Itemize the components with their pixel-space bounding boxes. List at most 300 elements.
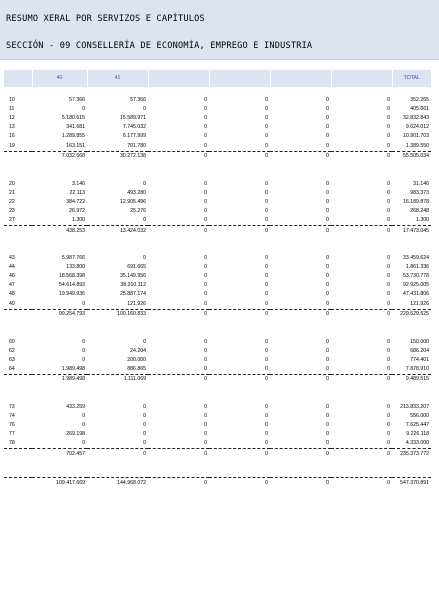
cell-value: 0 — [148, 449, 209, 460]
cell-value: 0 — [204, 124, 207, 131]
cell-value: 0 — [143, 413, 146, 420]
cell-value: 0 — [265, 133, 268, 140]
cell-value: 556.000 — [410, 413, 429, 420]
cell-value: 0 — [265, 431, 268, 438]
cell-value: 0 — [82, 356, 85, 363]
spacer-row — [4, 320, 431, 329]
cell-value: 54.614.893 — [59, 282, 85, 289]
cell-value: 0 — [265, 404, 268, 411]
cell-value: 0 — [148, 226, 209, 237]
empty-cell — [4, 245, 32, 254]
cell-value: 438.253 — [32, 226, 87, 237]
cell-value: 0 — [143, 440, 146, 447]
cell-value: 0 — [204, 142, 207, 149]
cell-value: 0 — [143, 431, 146, 438]
row-code: 78 — [9, 440, 15, 447]
table-row — [4, 281, 431, 290]
report-title: RESUMO XERAL POR SERVIZOS E CAPÍTULOS — [6, 14, 205, 24]
cell-value: 0 — [82, 413, 85, 420]
cell-value: 9.226.118 — [406, 431, 429, 438]
empty-cell — [148, 171, 209, 180]
cell-value: 0 — [204, 440, 207, 447]
row-code: 73 — [9, 404, 15, 411]
empty-cell — [32, 320, 87, 329]
cell-value: 22.113 — [69, 189, 85, 196]
cell-value: 0 — [82, 338, 85, 345]
table-row — [4, 123, 431, 132]
row-code — [4, 226, 32, 237]
cell-value: 7.878.910 — [405, 365, 429, 372]
cell-value: 433.259 — [66, 404, 85, 411]
cell-value: 0 — [265, 264, 268, 271]
empty-cell — [87, 87, 148, 96]
cell-value: 686.204 — [410, 347, 429, 354]
cell-value: 6.177.999 — [122, 133, 146, 140]
row-code: 10 — [9, 97, 15, 104]
cell-value: 229.529.525 — [392, 309, 431, 320]
cell-value: 121.926 — [410, 300, 429, 307]
empty-cell — [331, 459, 392, 468]
cell-value: 1.989.498 — [61, 365, 85, 372]
cell-value: 0 — [387, 273, 390, 280]
cell-value: 0 — [209, 226, 270, 237]
cell-value: 0 — [387, 338, 390, 345]
cell-value: 774.401 — [410, 356, 429, 363]
cell-value: 30.272.138 — [87, 151, 148, 162]
empty-cell — [4, 162, 32, 171]
row-code — [4, 309, 32, 320]
cell-value: 0 — [387, 180, 390, 187]
row-code: 13 — [9, 124, 15, 131]
row-code: 23 — [9, 207, 15, 214]
row-code: 77 — [9, 431, 15, 438]
empty-cell — [32, 385, 87, 394]
cell-value: 0 — [204, 413, 207, 420]
cell-value: 53.730.778 — [403, 273, 429, 280]
cell-value: 0 — [148, 374, 209, 385]
summary-table — [4, 70, 431, 488]
empty-cell — [331, 468, 392, 478]
cell-value: 55.505.034 — [392, 151, 431, 162]
empty-cell — [32, 468, 87, 478]
cell-value: 35.149.956 — [120, 273, 146, 280]
cell-value: 0 — [204, 273, 207, 280]
column-header — [331, 70, 392, 87]
cell-value: 0 — [331, 151, 392, 162]
cell-value: 1.111.069 — [87, 374, 148, 385]
spacer-row — [4, 459, 431, 468]
empty-cell — [32, 171, 87, 180]
empty-cell — [148, 87, 209, 96]
empty-cell — [270, 87, 331, 96]
cell-value: 0 — [204, 180, 207, 187]
grand-total-row — [4, 478, 431, 489]
cell-value: 0 — [204, 115, 207, 122]
empty-cell — [270, 468, 331, 478]
empty-cell — [209, 394, 270, 403]
cell-value: 1.989.498 — [32, 374, 87, 385]
cell-value: 0 — [387, 142, 390, 149]
cell-value: 144.968.072 — [87, 478, 148, 489]
cell-value: 0 — [82, 106, 85, 113]
empty-cell — [148, 245, 209, 254]
empty-cell — [209, 468, 270, 478]
cell-value: 0 — [143, 180, 146, 187]
cell-value: 0 — [387, 282, 390, 289]
cell-value: 57.366 — [130, 97, 146, 104]
cell-value: 0 — [331, 374, 392, 385]
row-code — [4, 449, 32, 460]
cell-value: 0 — [387, 291, 390, 298]
row-code: 47 — [9, 282, 15, 289]
table-row — [4, 356, 431, 365]
row-code: 44 — [9, 264, 15, 271]
cell-value: 0 — [270, 449, 331, 460]
cell-value: 19.949.936 — [59, 291, 85, 298]
empty-cell — [270, 394, 331, 403]
cell-value: 0 — [326, 264, 329, 271]
cell-value: 0 — [326, 180, 329, 187]
table-row — [4, 347, 431, 356]
table-row — [4, 189, 431, 198]
cell-value: 0 — [204, 300, 207, 307]
cell-value: 0 — [326, 282, 329, 289]
cell-value: 1.389.550 — [405, 142, 429, 149]
cell-value: 1.289.855 — [61, 133, 85, 140]
empty-cell — [148, 394, 209, 403]
empty-cell — [392, 329, 431, 338]
cell-value: 109.417.669 — [32, 478, 87, 489]
cell-value: 0 — [204, 106, 207, 113]
empty-cell — [270, 162, 331, 171]
empty-cell — [270, 171, 331, 180]
cell-value: 0 — [326, 431, 329, 438]
cell-value: 1.300 — [72, 216, 85, 223]
empty-cell — [209, 171, 270, 180]
cell-value: 17.473.045 — [392, 226, 431, 237]
empty-cell — [32, 329, 87, 338]
cell-value: 32.832.843 — [403, 115, 429, 122]
subtotal-row — [4, 449, 431, 460]
table-row — [4, 430, 431, 439]
cell-value: 0 — [387, 207, 390, 214]
cell-value: 0 — [204, 282, 207, 289]
cell-value: 0 — [331, 478, 392, 489]
cell-value: 0 — [265, 347, 268, 354]
cell-value: 0 — [82, 440, 85, 447]
cell-value: 0 — [387, 255, 390, 262]
cell-value: 33.459.624 — [403, 255, 429, 262]
table-body — [4, 70, 431, 488]
cell-value: 0 — [387, 365, 390, 372]
row-code: 43 — [9, 255, 15, 262]
cell-value: 7.745.032 — [122, 124, 146, 131]
cell-value: 0 — [387, 198, 390, 205]
table-row — [4, 412, 431, 421]
cell-value: 352.265 — [410, 97, 429, 104]
empty-cell — [87, 162, 148, 171]
cell-value: 0 — [265, 273, 268, 280]
cell-value: 12.905.496 — [120, 198, 146, 205]
empty-cell — [32, 245, 87, 254]
cell-value: 0 — [265, 365, 268, 372]
empty-cell — [148, 162, 209, 171]
cell-value: 200.000 — [127, 356, 146, 363]
cell-value: 0 — [326, 189, 329, 196]
cell-value: 25.887.174 — [120, 291, 146, 298]
cell-value: 0 — [209, 374, 270, 385]
cell-value: 0 — [326, 365, 329, 372]
empty-cell — [392, 385, 431, 394]
empty-cell — [209, 87, 270, 96]
cell-value: 25.276 — [130, 207, 146, 214]
row-code: 27 — [9, 216, 15, 223]
cell-value: 0 — [265, 440, 268, 447]
cell-value: 0 — [204, 422, 207, 429]
cell-value: 0 — [204, 356, 207, 363]
cell-value: 0 — [148, 309, 209, 320]
cell-value: 235.373.772 — [392, 449, 431, 460]
table-row — [4, 403, 431, 412]
table-row — [4, 198, 431, 207]
empty-cell — [87, 394, 148, 403]
cell-value: 0 — [204, 216, 207, 223]
empty-cell — [392, 459, 431, 468]
cell-value: 341.681 — [66, 124, 85, 131]
cell-value: 0 — [387, 124, 390, 131]
row-code: 76 — [9, 422, 15, 429]
cell-value: 0 — [143, 338, 146, 345]
cell-value: 0 — [326, 133, 329, 140]
cell-value: 0 — [265, 282, 268, 289]
subtotal-row — [4, 226, 431, 237]
cell-value: 0 — [326, 291, 329, 298]
table-row — [4, 439, 431, 449]
cell-value: 0 — [387, 347, 390, 354]
spacer-row — [4, 468, 431, 478]
column-header — [209, 70, 270, 87]
cell-value: 0 — [387, 356, 390, 363]
empty-cell — [392, 87, 431, 96]
cell-value: 0 — [387, 97, 390, 104]
table-row — [4, 300, 431, 310]
cell-value: 0 — [265, 180, 268, 187]
empty-cell — [392, 394, 431, 403]
cell-value: 0 — [387, 300, 390, 307]
empty-cell — [331, 394, 392, 403]
empty-cell — [87, 171, 148, 180]
row-code: 60 — [9, 338, 15, 345]
empty-cell — [148, 385, 209, 394]
cell-value: 0 — [387, 422, 390, 429]
cell-value: 0 — [326, 255, 329, 262]
cell-value: 0 — [204, 404, 207, 411]
cell-value: 0 — [148, 151, 209, 162]
cell-value: 24.204 — [130, 347, 146, 354]
column-header: TOTAL — [392, 70, 431, 87]
row-code: 74 — [9, 413, 15, 420]
row-code: 19 — [9, 142, 15, 149]
empty-cell — [270, 245, 331, 254]
cell-value: 0 — [204, 97, 207, 104]
empty-cell — [270, 320, 331, 329]
table-row — [4, 216, 431, 226]
cell-value: 0 — [265, 124, 268, 131]
cell-value: 38.310.112 — [120, 282, 146, 289]
cell-value: 100.160.833 — [87, 309, 148, 320]
cell-value: 0 — [326, 106, 329, 113]
cell-value: 0 — [387, 431, 390, 438]
column-header-row — [4, 70, 431, 87]
table-row — [4, 365, 431, 375]
cell-value: 0 — [143, 422, 146, 429]
cell-value: 26.972 — [69, 207, 85, 214]
row-code: 21 — [9, 189, 15, 196]
row-code: 63 — [9, 356, 15, 363]
cell-value: 0 — [265, 97, 268, 104]
table-row — [4, 96, 431, 105]
cell-value: 0 — [387, 404, 390, 411]
cell-value: 0 — [204, 365, 207, 372]
empty-cell — [209, 459, 270, 468]
cell-value: 0 — [265, 413, 268, 420]
empty-cell — [87, 245, 148, 254]
cell-value: 0 — [387, 440, 390, 447]
cell-value: 133.800 — [66, 264, 85, 271]
empty-cell — [392, 245, 431, 254]
empty-cell — [148, 236, 209, 245]
cell-value: 0 — [265, 291, 268, 298]
cell-value: 0 — [270, 226, 331, 237]
empty-cell — [209, 236, 270, 245]
cell-value: 702.457 — [32, 449, 87, 460]
cell-value: 0 — [326, 142, 329, 149]
cell-value: 0 — [204, 264, 207, 271]
cell-value: 0 — [326, 356, 329, 363]
row-code: 20 — [9, 180, 15, 187]
cell-value: 18.568.398 — [59, 273, 85, 280]
cell-value: 0 — [204, 207, 207, 214]
row-code — [4, 374, 32, 385]
cell-value: 9.624.012 — [405, 124, 429, 131]
empty-cell — [392, 236, 431, 245]
cell-value: 0 — [387, 264, 390, 271]
empty-cell — [87, 329, 148, 338]
cell-value: 47.431.806 — [403, 291, 429, 298]
cell-value: 493.280 — [127, 189, 146, 196]
cell-value: 0 — [265, 198, 268, 205]
cell-value: 0 — [87, 449, 148, 460]
cell-value: 547.370.891 — [392, 478, 431, 489]
cell-value: 0 — [326, 115, 329, 122]
cell-value: 0 — [270, 309, 331, 320]
cell-value: 0 — [204, 347, 207, 354]
cell-value: 0 — [209, 449, 270, 460]
cell-value: 0 — [387, 189, 390, 196]
spacer-row — [4, 87, 431, 96]
cell-value: 213.833.207 — [400, 404, 429, 411]
subtotal-row — [4, 374, 431, 385]
cell-value: 0 — [387, 216, 390, 223]
cell-value: 0 — [326, 422, 329, 429]
table-row — [4, 132, 431, 141]
cell-value: 31.146 — [413, 180, 429, 187]
cell-value: 7.625.447 — [405, 422, 429, 429]
cell-value: 10.901.703 — [403, 133, 429, 140]
empty-cell — [87, 236, 148, 245]
cell-value: 0 — [326, 300, 329, 307]
cell-value: 13.424.032 — [87, 226, 148, 237]
cell-value: 0 — [265, 300, 268, 307]
cell-value: 4.333.000 — [405, 440, 429, 447]
empty-cell — [331, 87, 392, 96]
spacer-row — [4, 171, 431, 180]
empty-cell — [87, 320, 148, 329]
cell-value: 0 — [204, 133, 207, 140]
report-section: SECCIÓN - 09 CONSELLERÍA DE ECONOMÍA, EMPREGO E INDUSTRIA — [6, 41, 313, 51]
cell-value: 268.248 — [410, 207, 429, 214]
row-code: 22 — [9, 198, 15, 205]
cell-value: 0 — [326, 198, 329, 205]
cell-value: 0 — [265, 106, 268, 113]
empty-cell — [270, 329, 331, 338]
row-code — [4, 478, 32, 489]
cell-value: 0 — [326, 404, 329, 411]
cell-value: 0 — [143, 106, 146, 113]
empty-cell — [4, 236, 32, 245]
row-code: 48 — [9, 291, 15, 298]
cell-value: 0 — [82, 300, 85, 307]
cell-value: 0 — [204, 338, 207, 345]
column-header: 41 — [87, 70, 148, 87]
empty-cell — [4, 171, 32, 180]
cell-value: 0 — [209, 309, 270, 320]
cell-value: 0 — [387, 413, 390, 420]
row-code: 11 — [9, 106, 15, 113]
cell-value: 57.366 — [69, 97, 85, 104]
cell-value: 0 — [326, 124, 329, 131]
cell-value: 0 — [387, 115, 390, 122]
row-code: 64 — [9, 365, 15, 372]
empty-cell — [392, 171, 431, 180]
table-row — [4, 254, 431, 263]
spacer-row — [4, 245, 431, 254]
empty-cell — [392, 468, 431, 478]
cell-value: 0 — [265, 338, 268, 345]
subtotal-row — [4, 151, 431, 162]
empty-cell — [4, 329, 32, 338]
cell-value: 0 — [265, 207, 268, 214]
cell-value: 9.489.515 — [392, 374, 431, 385]
cell-value: 0 — [209, 151, 270, 162]
cell-value: 0 — [204, 431, 207, 438]
cell-value: 0 — [270, 478, 331, 489]
cell-value: 0 — [143, 216, 146, 223]
spacer-row — [4, 162, 431, 171]
empty-cell — [331, 236, 392, 245]
cell-value: 0 — [204, 189, 207, 196]
cell-value: 0 — [326, 413, 329, 420]
row-code: 62 — [9, 347, 15, 354]
cell-value: 0 — [270, 374, 331, 385]
cell-value: 701.780 — [127, 142, 146, 149]
empty-cell — [148, 329, 209, 338]
cell-value: 99.254.793 — [32, 309, 87, 320]
table-row — [4, 263, 431, 272]
cell-value: 0 — [143, 255, 146, 262]
table-row — [4, 338, 431, 347]
cell-value: 0 — [331, 449, 392, 460]
